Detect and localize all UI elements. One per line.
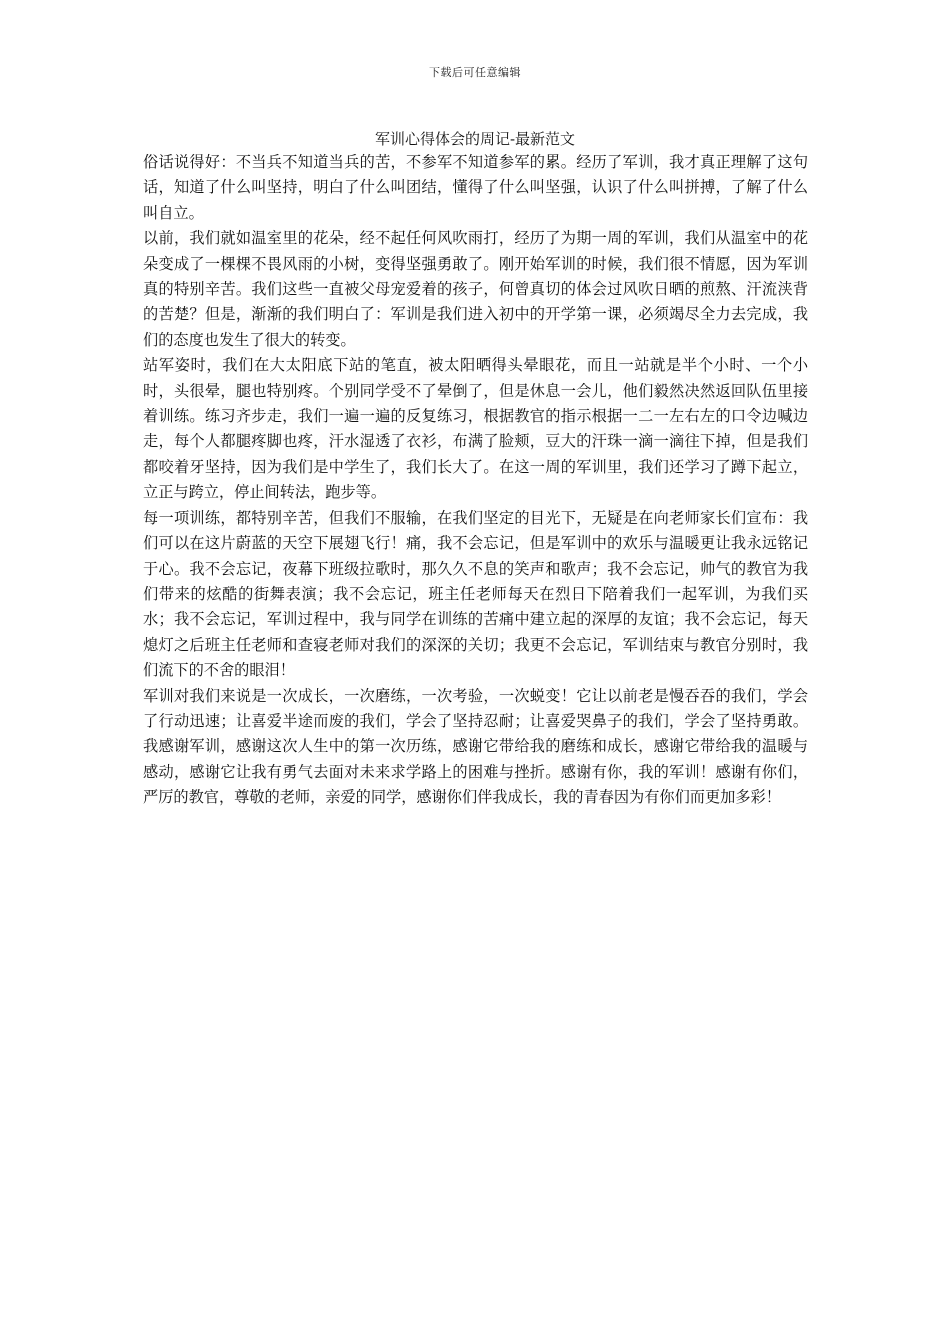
paragraph-1: 俗话说得好：不当兵不知道当兵的苦，不参军不知道参军的累。经历了军训，我才真正理解了这句话，知道了什么叫坚持，明白了什么叫团结，懂得了什么叫坚强，认识了什么叫拼搏，了解了什么叫自立。 xyxy=(143,153,808,222)
document-title: 军训心得体会的周记-最新范文 xyxy=(374,130,576,148)
document-body xyxy=(143,150,808,811)
header-note: 下载后可任意编辑 xyxy=(429,66,521,79)
paragraph-5: 军训对我们来说是一次成长，一次磨练，一次考验，一次蜕变！它让以前老是慢吞吞的我们，学会了行动迅速；让喜爱半途而废的我们，学会了坚持忍耐；让喜爱哭鼻子的我们，学会了坚持勇敢。我感谢军训，感谢这次人生中的第一次历练，感谢它带给我的磨练和成长，感谢它带给我的温暖与感动，感谢它让我有勇气去面对未来求学路上的困难与挫折。感谢有你，我的军训！感谢有你们，严厉的教官，尊敬的老师，亲爱的同学，感谢你们伴我成长，我的青春因为有你们而更加多彩！ xyxy=(143,686,808,807)
paragraph-2: 以前，我们就如温室里的花朵，经不起任何风吹雨打，经历了为期一周的军训，我们从温室中的花朵变成了一棵棵不畏风雨的小树，变得坚强勇敢了。刚开始军训的时候，我们很不情愿，因为军训真的特别辛苦。我们这些一直被父母宠爱着的孩子，何曾真切的体会过风吹日晒的煎熬、汗流浃背的苦楚？但是，渐渐的我们明白了：军训是我们进入初中的开学第一课，必须竭尽全力去完成，我们的态度也发生了很大的转变。 xyxy=(143,229,808,349)
paragraph-4: 每一项训练，都特别辛苦，但我们不服输，在我们坚定的目光下，无疑是在向老师家长们宣布：我们可以在这片蔚蓝的天空下展翅飞行！痛，我不会忘记，但是军训中的欢乐与温暖更让我永远铭记于心。我不会忘记，夜幕下班级拉歌时，那久久不息的笑声和歌声；我不会忘记，帅气的教官为我们带来的炫酷的街舞表演；我不会忘记，班主任老师每天在烈日下陪着我们一起军训，为我们买水；我不会忘记，军训过程中，我与同学在训练的苦痛中建立起的深厚的友谊；我不会忘记，每天熄灯之后班主任老师和查寝老师对我们的深深的关切；我更不会忘记，军训结束与教官分别时，我们流下的不舍的眼泪！ xyxy=(143,508,808,680)
paragraph-3: 站军姿时，我们在大太阳底下站的笔直，被太阳晒得头晕眼花，而且一站就是半个小时、一个小时，头很晕，腿也特别疼。个别同学受不了晕倒了，但是休息一会儿，他们毅然决然返回队伍里接着训练。练习齐步走，我们一遍一遍的反复练习，根据教官的指示根据一二一左右左的口令边喊边走，每个人都腿疼脚也疼，汗水湿透了衣衫，布满了脸颊，豆大的汗珠一滴一滴往下掉，但是我们都咬着牙坚持，因为我们是中学生了，我们长大了。在这一周的军训里，我们还学习了蹲下起立，立正与跨立，停止间转法，跑步等。 xyxy=(143,356,808,502)
